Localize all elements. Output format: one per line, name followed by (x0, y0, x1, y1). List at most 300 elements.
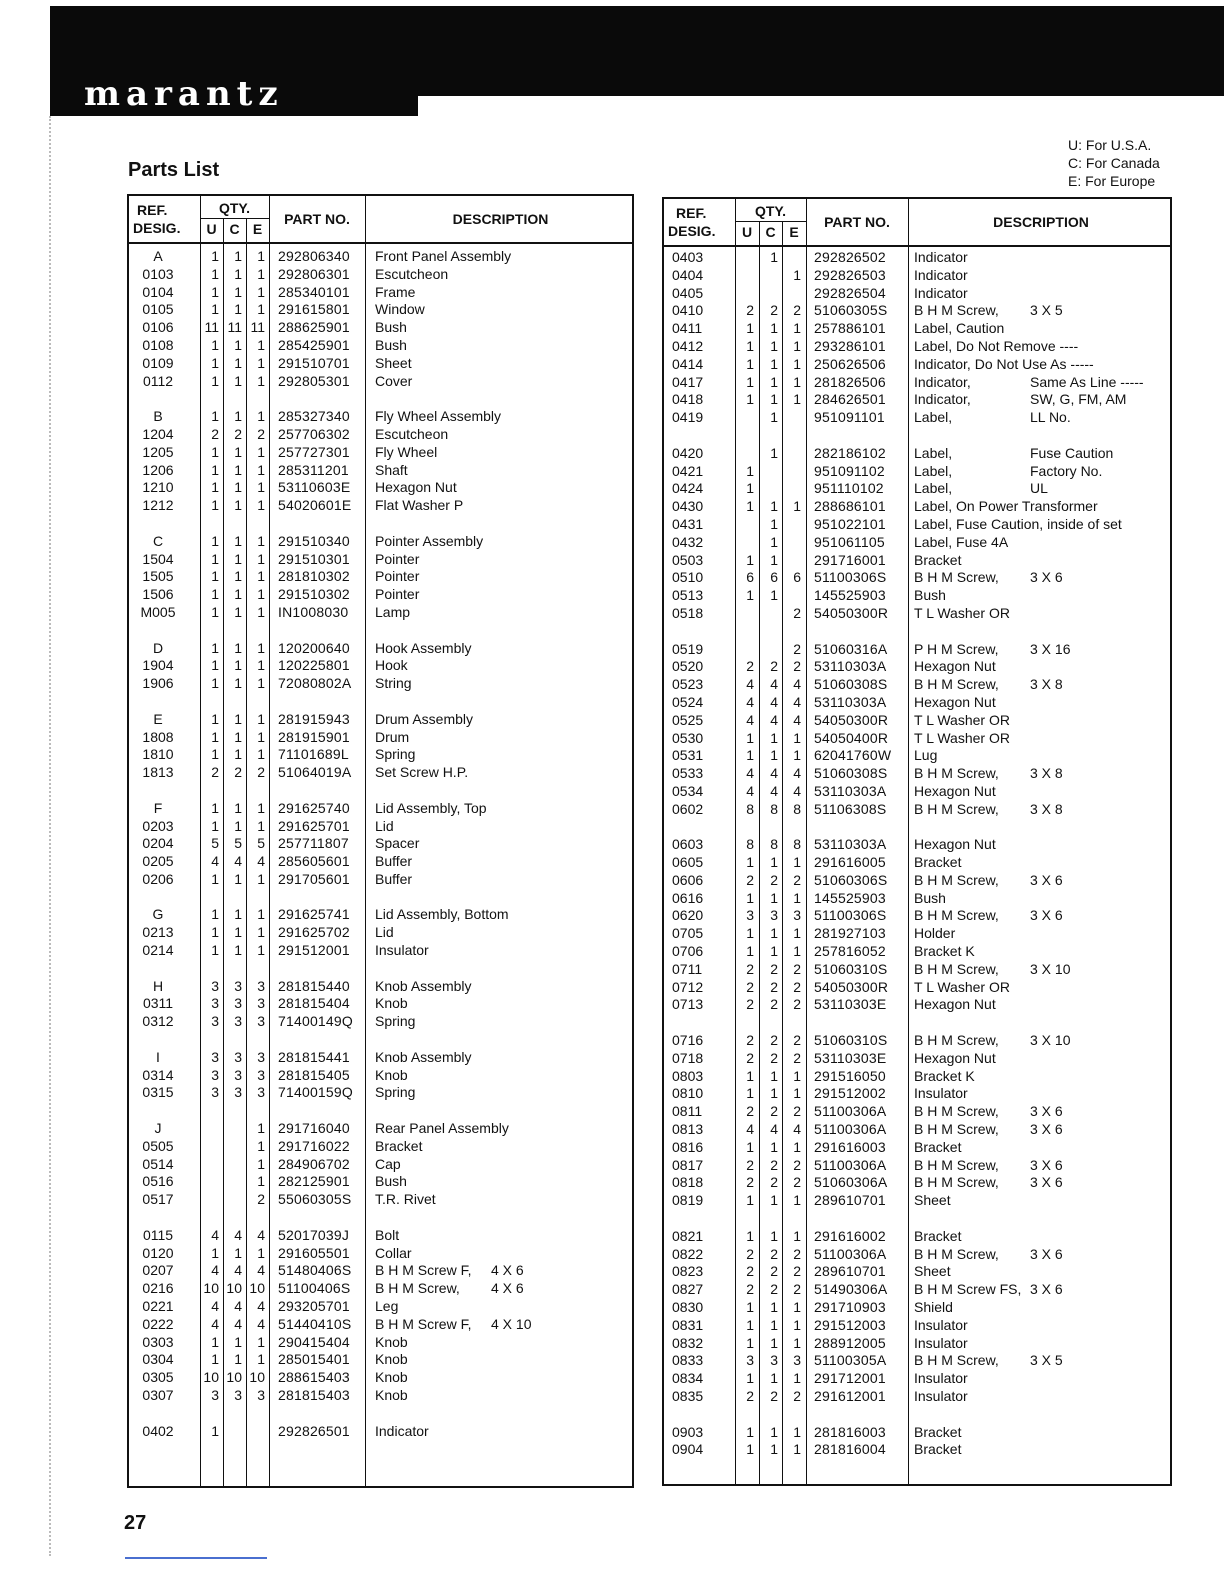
size-cell: 3 X 6 (1030, 1121, 1063, 1138)
description-cell: Insulator (375, 942, 429, 959)
qty-u-cell: 3 (746, 907, 754, 924)
table-row (129, 640, 632, 658)
qty-u-cell: 1 (746, 1423, 754, 1440)
ref-desig-cell: B (153, 408, 163, 425)
table-row (664, 1121, 1170, 1139)
description-cell: B H M Screw, (914, 302, 999, 319)
part-no-cell: 51100306S (814, 569, 887, 586)
description-cell: Spring (375, 1084, 416, 1101)
qty-c-cell: 1 (770, 587, 778, 604)
qty-c-cell: 1 (770, 1316, 778, 1333)
qty-e-cell: 1 (257, 1244, 265, 1261)
part-no-cell: 292826503 (814, 266, 886, 283)
qty-u-cell: 1 (746, 551, 754, 568)
qty-u-cell: 1 (746, 355, 754, 372)
part-no-cell: 51100306A (814, 1245, 887, 1262)
part-no-cell: 51060306A (814, 1174, 888, 1191)
part-no-cell: 51060310S (814, 1032, 888, 1049)
table-row (664, 391, 1170, 409)
qty-c-cell: 1 (234, 497, 242, 514)
part-no-cell: 55060305S (278, 1191, 352, 1208)
ref-desig-cell: 0108 (142, 336, 174, 353)
table-row (664, 1032, 1170, 1050)
table-row (664, 836, 1170, 854)
table-row (664, 854, 1170, 872)
description-cell: Lid Assembly, Bottom (375, 906, 509, 923)
page-number: 27 (124, 1512, 147, 1534)
table-row (664, 1388, 1170, 1406)
part-no-cell: 285311201 (278, 461, 349, 478)
ref-desig-cell: H (152, 977, 164, 994)
qty-e-cell: 1 (257, 603, 265, 620)
qty-c-cell: 1 (234, 817, 242, 834)
part-no-cell: 120225801 (278, 657, 350, 674)
qty-u-cell: 1 (211, 372, 219, 389)
description-cell: T L Washer OR (914, 711, 1010, 728)
qty-u-cell: 1 (746, 462, 754, 479)
description-cell: Set Screw H.P. (375, 764, 469, 781)
part-no-cell: 71101689L (278, 746, 349, 763)
qty-c-cell: 2 (770, 978, 778, 995)
ref-desig-cell: 0424 (672, 480, 704, 497)
part-no-cell: 53110303A (814, 693, 887, 710)
description-cell: Hexagon Nut (375, 479, 457, 496)
description-cell: Bush (914, 587, 946, 604)
qty-c-cell: 1 (234, 728, 242, 745)
part-no-cell: 291625701 (278, 817, 350, 834)
qty-u-cell: 4 (746, 693, 754, 710)
qty-e-cell: 1 (793, 1316, 801, 1333)
part-no-cell: 291612001 (814, 1388, 886, 1404)
part-no-cell: 288615403 (278, 1369, 350, 1386)
ref-desig-cell: 0402 (142, 1422, 174, 1439)
qty-u-cell: 2 (746, 978, 754, 995)
qty-e-cell: 2 (793, 1388, 801, 1404)
table-row (664, 961, 1170, 979)
qty-e-cell: 2 (257, 1191, 265, 1208)
table-row (664, 1068, 1170, 1086)
part-no-cell: 281815403 (278, 1387, 350, 1403)
description-cell: Pointer Assembly (375, 532, 484, 549)
qty-u-cell: 1 (746, 391, 754, 408)
table-row (664, 694, 1170, 712)
qty-u-cell: 1 (746, 1192, 754, 1209)
size-cell: 3 X 6 (1030, 1281, 1063, 1298)
qty-u-cell: 1 (211, 817, 219, 834)
qty-c-cell: 1 (234, 603, 242, 620)
table-row (129, 284, 632, 302)
size-cell: 4 X 6 (491, 1280, 524, 1297)
part-no-cell: 288625901 (278, 319, 350, 336)
part-no-cell: 51100305A (814, 1352, 887, 1369)
qty-c-cell: 3 (234, 977, 242, 994)
description-cell: Bracket (375, 1137, 423, 1154)
part-no-cell: 54020601E (278, 497, 352, 514)
ref-desig-cell: 0430 (672, 498, 704, 515)
qty-e-cell: 8 (793, 800, 801, 817)
qty-c-cell: 1 (770, 1334, 778, 1351)
qty-u-cell: 8 (746, 800, 754, 817)
qty-c-cell: 1 (234, 479, 242, 496)
description-cell: Indicator, (914, 391, 971, 408)
part-no-cell: 285015401 (278, 1351, 350, 1368)
ref-desig-cell: 0203 (142, 817, 174, 834)
part-no-cell: 291512003 (814, 1316, 886, 1333)
ref-desig-cell: 0833 (672, 1352, 704, 1369)
qty-u-cell: 1 (211, 1422, 219, 1439)
part-no-cell: 291510301 (278, 550, 350, 567)
header-desig: DESIG. (133, 220, 181, 236)
qty-c-cell: 1 (234, 532, 242, 549)
qty-c-cell: 3 (234, 995, 242, 1012)
qty-c-cell: 4 (234, 1226, 242, 1243)
legend-usa: U: For U.S.A. (1068, 137, 1152, 153)
part-no-cell: 291716040 (278, 1120, 350, 1137)
parts-table-left (127, 194, 634, 1488)
qty-c-cell: 1 (770, 1067, 778, 1084)
table-row (129, 319, 632, 337)
qty-u-cell: 1 (211, 746, 219, 763)
qty-u-cell: 4 (211, 1298, 219, 1315)
ref-desig-cell: 0834 (672, 1370, 704, 1387)
qty-c-cell: 2 (234, 425, 242, 442)
part-no-cell: 291616003 (814, 1138, 886, 1155)
qty-e-cell: 1 (793, 498, 801, 515)
table-row (129, 1423, 632, 1441)
table-row (129, 586, 632, 604)
description-cell: Hook Assembly (375, 639, 472, 656)
part-no-cell: 291625740 (278, 799, 350, 816)
qty-e-cell: 2 (793, 996, 801, 1013)
table-row (664, 996, 1170, 1014)
part-no-cell: 285327340 (278, 408, 350, 425)
qty-c-cell: 1 (234, 265, 242, 282)
part-no-cell: 282125901 (278, 1173, 350, 1190)
part-no-cell: 51060310S (814, 960, 888, 977)
qty-u-cell: 1 (211, 336, 219, 353)
part-no-cell: 51060308S (814, 765, 888, 782)
part-no-cell: 51100306A (814, 1121, 887, 1138)
qty-u-cell: 2 (746, 996, 754, 1013)
part-no-cell: 281915943 (278, 710, 350, 727)
table-row (129, 1387, 632, 1405)
qty-e-cell: 1 (257, 710, 265, 727)
qty-e-cell: 2 (793, 1049, 801, 1066)
description-cell: B H M Screw, (914, 1032, 999, 1049)
ref-desig-cell: 0513 (672, 587, 704, 604)
qty-e-cell: 4 (793, 676, 801, 693)
qty-c-cell: 2 (770, 1156, 778, 1173)
qty-e-cell: 2 (793, 658, 801, 675)
qty-e-cell: 5 (257, 835, 265, 852)
part-no-cell: 281815404 (278, 995, 350, 1012)
qty-u-cell: 3 (211, 1013, 219, 1030)
description-cell: Shield (914, 1299, 953, 1316)
description-cell: Hexagon Nut (914, 782, 996, 799)
qty-e-cell: 4 (257, 853, 265, 870)
qty-c-cell: 1 (234, 1333, 242, 1350)
qty-c-cell: 1 (770, 1370, 778, 1387)
size-cell: 3 X 8 (1030, 765, 1063, 782)
qty-e-cell: 1 (793, 925, 801, 942)
qty-c-cell: 4 (770, 765, 778, 782)
ref-desig-cell: J (154, 1120, 162, 1137)
table-row (129, 1067, 632, 1085)
description-cell: Indicator, (914, 373, 971, 390)
qty-c-cell: 1 (234, 639, 242, 656)
parts-rows-left (129, 248, 632, 1440)
qty-e-cell: 1 (793, 355, 801, 372)
part-no-cell: 951091102 (814, 462, 885, 479)
size-cell: 3 X 6 (1030, 1174, 1063, 1191)
ref-desig-cell: 0718 (672, 1049, 704, 1066)
ref-desig-cell: 0412 (672, 337, 704, 354)
table-row (664, 1157, 1170, 1175)
ref-desig-cell: 0414 (672, 355, 704, 372)
description-cell: Insulator (914, 1388, 968, 1404)
table-row (129, 1049, 632, 1067)
ref-desig-cell: 0213 (142, 924, 174, 941)
table-row (129, 1084, 632, 1102)
qty-e-cell: 1 (257, 372, 265, 389)
ref-desig-cell: 0403 (672, 249, 704, 265)
qty-e-cell: 1 (793, 1441, 801, 1458)
ref-desig-cell: 0420 (672, 444, 704, 461)
qty-e-cell: 4 (793, 782, 801, 799)
description-cell: Label, Fuse 4A (914, 533, 1009, 550)
table-row (129, 978, 632, 996)
qty-c-cell: 1 (770, 1441, 778, 1458)
ref-desig-cell: 0705 (672, 925, 704, 942)
size-cell: 3 X 6 (1030, 1103, 1063, 1120)
qty-c-cell: 1 (770, 1085, 778, 1102)
part-no-cell: 284626501 (814, 391, 886, 408)
qty-u-cell: 1 (211, 906, 219, 923)
qty-c-cell: 1 (770, 515, 778, 532)
qty-c-cell: 3 (770, 907, 778, 924)
qty-c-cell: 1 (234, 799, 242, 816)
binding-edge (49, 116, 51, 1556)
ref-desig-cell: 0410 (672, 302, 704, 319)
table-row (664, 463, 1170, 481)
part-no-cell: 250626506 (814, 355, 886, 372)
table-row (664, 1192, 1170, 1210)
qty-e-cell: 1 (257, 728, 265, 745)
qty-c-cell: 2 (770, 658, 778, 675)
description-cell: Sheet (914, 1192, 951, 1209)
description-cell: Window (375, 301, 425, 318)
description-cell: Lid (375, 924, 394, 941)
qty-c-cell: 1 (770, 373, 778, 390)
qty-u-cell: 1 (211, 710, 219, 727)
part-no-cell: 54050300R (814, 978, 889, 995)
qty-e-cell: 1 (257, 746, 265, 763)
table-row (129, 1245, 632, 1263)
ref-desig-cell: 0712 (672, 978, 704, 995)
ref-desig-cell: 0830 (672, 1299, 704, 1316)
table-row (664, 1441, 1170, 1459)
qty-c-cell: 1 (770, 355, 778, 372)
qty-e-cell: 2 (793, 1103, 801, 1120)
qty-c-cell: 1 (234, 301, 242, 318)
table-row (664, 356, 1170, 374)
qty-e-cell: 2 (257, 425, 265, 442)
qty-e-cell: 2 (793, 871, 801, 888)
description-cell: Label, (914, 409, 953, 426)
qty-u-cell: 1 (211, 942, 219, 959)
qty-c-cell: 3 (234, 1066, 242, 1083)
qty-e-cell: 1 (257, 942, 265, 959)
ref-desig-cell: 0531 (672, 747, 704, 764)
table-row (664, 338, 1170, 356)
ref-desig-cell: 0510 (672, 569, 704, 586)
qty-c-cell: 4 (770, 711, 778, 728)
qty-u-cell: 1 (211, 265, 219, 282)
header-qty: QTY. (754, 203, 787, 219)
description-cell: B H M Screw, (914, 960, 999, 977)
description-cell: Fly Wheel Assembly (375, 408, 502, 425)
qty-u-cell: 1 (746, 1441, 754, 1458)
qty-c-cell: 4 (770, 782, 778, 799)
ref-desig-cell: 0222 (142, 1315, 174, 1332)
description-cell: T L Washer OR (914, 729, 1010, 746)
part-no-cell: 71400159Q (278, 1084, 353, 1101)
description-cell: Drum (375, 728, 410, 745)
qty-e-cell: 2 (793, 1156, 801, 1173)
ref-desig-cell: 0305 (142, 1369, 174, 1386)
table-row (664, 1263, 1170, 1281)
part-no-cell: 951061105 (814, 533, 885, 550)
qty-c-cell: 1 (234, 675, 242, 692)
ref-desig-cell: 0106 (142, 319, 174, 336)
part-no-cell: 53110303A (814, 836, 887, 853)
qty-c-cell: 2 (770, 1263, 778, 1280)
table-row (664, 1370, 1170, 1388)
qty-c-cell: 2 (770, 1388, 778, 1404)
part-no-cell: 51060316A (814, 640, 888, 657)
qty-e-cell: 10 (249, 1280, 265, 1297)
table-row (129, 1262, 632, 1280)
part-no-cell: 291512002 (814, 1085, 886, 1102)
part-no-cell: 51100406S (278, 1280, 351, 1297)
description-cell: Hexagon Nut (914, 658, 996, 675)
qty-c-cell: 2 (770, 996, 778, 1013)
table-row (664, 979, 1170, 997)
qty-c-cell: 1 (234, 461, 242, 478)
size-cell: 3 X 10 (1030, 1032, 1071, 1049)
description-cell: B H M Screw, (914, 569, 999, 586)
table-row (129, 266, 632, 284)
qty-u-cell: 2 (746, 1032, 754, 1049)
table-row (664, 516, 1170, 534)
qty-c-cell: 2 (770, 302, 778, 319)
table-row (664, 676, 1170, 694)
table-row (664, 1281, 1170, 1299)
part-no-cell: 145525903 (814, 587, 886, 604)
part-no-cell: 51064019A (278, 764, 352, 781)
ref-desig-cell: 0616 (672, 889, 704, 906)
qty-e-cell: 4 (793, 1121, 801, 1138)
ref-desig-cell: 0819 (672, 1192, 704, 1209)
description-cell: B H M Screw F, (375, 1315, 472, 1332)
qty-c-cell: 2 (770, 1245, 778, 1262)
table-row (129, 906, 632, 924)
qty-e-cell: 1 (257, 461, 265, 478)
table-row (664, 765, 1170, 783)
part-no-cell: 71400149Q (278, 1013, 353, 1030)
description-cell: Knob (375, 1333, 408, 1350)
qty-e-cell: 1 (793, 1334, 801, 1351)
qty-e-cell: 1 (257, 283, 265, 300)
description-cell: B H M Screw, (914, 1352, 999, 1369)
ref-desig-cell: 0207 (142, 1262, 174, 1279)
description-cell: Escutcheon (375, 425, 449, 442)
qty-c-cell: 1 (770, 498, 778, 515)
part-no-cell: 53110303E (814, 996, 887, 1013)
qty-u-cell: 2 (746, 1388, 754, 1404)
qty-u-cell: 1 (211, 1244, 219, 1261)
qty-c-cell: 2 (770, 1049, 778, 1066)
description-cell: Label, Do Not Remove ---- (914, 337, 1079, 354)
ref-desig-cell: 0103 (142, 265, 174, 282)
table-row (129, 408, 632, 426)
qty-u-cell: 4 (211, 1262, 219, 1279)
qty-e-cell: 1 (257, 443, 265, 460)
table-row (664, 747, 1170, 765)
part-no-cell: 291510302 (278, 586, 350, 603)
size-cell: 3 X 5 (1030, 1352, 1063, 1369)
ref-desig-cell: 0105 (142, 301, 174, 318)
part-no-cell: 292826502 (814, 249, 886, 265)
qty-u-cell: 1 (746, 925, 754, 942)
header-desig: DESIG. (668, 223, 716, 239)
qty-e-cell: 1 (257, 924, 265, 941)
size-cell: 3 X 5 (1030, 302, 1063, 319)
qty-u-cell: 1 (746, 1085, 754, 1102)
description-cell: Lamp (375, 603, 411, 620)
qty-c-cell: 1 (770, 409, 778, 426)
ref-desig-cell: 0206 (142, 870, 174, 887)
qty-u-cell: 1 (211, 1351, 219, 1368)
qty-e-cell: 1 (257, 568, 265, 585)
qty-e-cell: 3 (793, 907, 801, 924)
qty-e-cell: 1 (257, 532, 265, 549)
part-no-cell: 281815405 (278, 1066, 350, 1083)
qty-e-cell: 1 (257, 265, 265, 282)
qty-u-cell: 1 (211, 728, 219, 745)
qty-e-cell: 1 (793, 373, 801, 390)
qty-e-cell: 1 (257, 497, 265, 514)
qty-u-cell: 4 (746, 782, 754, 799)
qty-c-cell: 1 (234, 942, 242, 959)
part-no-cell: 72080802A (278, 675, 352, 692)
qty-u-cell: 3 (746, 1352, 754, 1369)
qty-e-cell: 1 (793, 1067, 801, 1084)
ref-desig-cell: 0817 (672, 1156, 704, 1173)
qty-u-cell: 8 (746, 836, 754, 853)
ref-desig-cell: 0418 (672, 391, 704, 408)
qty-e-cell: 1 (257, 1137, 265, 1154)
qty-u-cell: 1 (746, 1067, 754, 1084)
part-no-cell: 257727301 (278, 443, 350, 460)
ref-desig-cell: 0411 (672, 320, 703, 337)
qty-u-cell: 4 (746, 1121, 754, 1138)
part-no-cell: 291616002 (814, 1227, 886, 1244)
description-cell: Bracket (914, 551, 962, 568)
qty-u-cell: 4 (211, 1315, 219, 1332)
ref-desig-cell: 1906 (142, 675, 174, 692)
ref-desig-cell: 0214 (142, 942, 174, 959)
